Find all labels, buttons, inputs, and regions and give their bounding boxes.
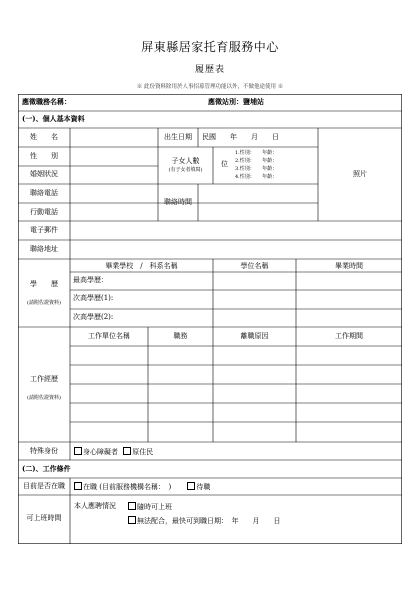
available-time-label: 可上班時間: [26, 514, 62, 522]
status-label: 目前是否在職: [23, 482, 65, 490]
privacy-notice: ※ 此份資料除用於人事招募管理功能以外，不做他途使用 ※: [136, 84, 284, 90]
children-label: 子女人數: [171, 157, 200, 165]
edu-header-school: 畢業學校 / 科系名稱: [105, 262, 178, 270]
edu-row-highest: 最高學歷：: [73, 276, 108, 284]
employed-option-label: 在職 (目前服務機構名稱： ): [83, 483, 172, 491]
aboriginal-checkbox[interactable]: [123, 447, 131, 455]
later-option: [128, 516, 281, 525]
immediate-option-label: 隨時可上班: [137, 503, 172, 511]
education-note: (請附佐證資料): [27, 300, 61, 306]
marital-label: 婚姻狀況: [30, 170, 58, 178]
form-title: 履歷表: [194, 65, 225, 75]
address-label: 聯絡地址: [30, 245, 58, 253]
later-option-label: 無法配合，最快可到職日期： 年 月 日: [137, 517, 281, 525]
experience-note: (請附佐證資料): [27, 395, 61, 401]
exp-header-role: 職務: [173, 332, 188, 340]
status-options: [74, 482, 210, 491]
edu-header-degree: 學位名稱: [240, 262, 269, 270]
children-note: (有子女者填寫): [168, 167, 203, 173]
child-entry-2: 2.性別： 年齡：: [235, 158, 278, 164]
child-entry-4: 4.性別： 年齡：: [235, 174, 278, 180]
situation-label: 本人應聘情況: [74, 502, 116, 510]
station-label: [208, 98, 264, 106]
exp-header-period: 工作期間: [335, 332, 363, 340]
identity-options: [74, 447, 153, 456]
resume-form-table: [18, 94, 402, 544]
disability-checkbox[interactable]: [74, 447, 82, 455]
immediate-option: [128, 502, 172, 511]
mobile-label: 行動電話: [30, 208, 58, 216]
station-label-text: 應徵站別：: [208, 97, 243, 106]
immediate-checkbox[interactable]: [128, 502, 136, 510]
position-label: 應徵職務名稱：: [22, 97, 71, 106]
later-checkbox[interactable]: [128, 516, 136, 524]
station-value: 鹽埔站: [243, 97, 264, 106]
waiting-checkbox[interactable]: [187, 482, 195, 490]
gender-label: 性 別: [30, 152, 58, 160]
edu-header-graduation: 畢業時間: [335, 262, 363, 270]
child-entry-1: 1.性別： 年齡：: [235, 150, 278, 156]
name-label: 姓 名: [30, 133, 58, 141]
disability-option-label: 身心障礙者: [83, 448, 118, 456]
exp-header-employer: 工作單位名稱: [88, 332, 130, 340]
photo-label: 照片: [353, 170, 367, 178]
experience-label: 工作經歷: [30, 375, 58, 383]
child-entry-3: 3.性別： 年齡：: [235, 166, 278, 172]
section2-title: (二)、工作條件: [22, 464, 71, 473]
exp-header-reason: 離職原因: [240, 332, 269, 340]
waiting-option-label: 待職: [196, 483, 211, 491]
employed-checkbox[interactable]: [74, 482, 82, 490]
identity-label: 特殊身份: [30, 447, 58, 455]
birth-value: 民國 年 月 日: [202, 133, 279, 141]
birth-label: 出生日期: [164, 133, 192, 141]
phone-label: 聯絡電話: [30, 189, 58, 197]
education-label: 學 歷: [30, 280, 58, 288]
aboriginal-option-label: 原住民: [132, 448, 154, 456]
children-unit: 位: [221, 160, 228, 168]
edu-row-second-2: 次高學歷(2):: [73, 313, 114, 321]
org-title: 屏東縣居家托育服務中心: [141, 40, 279, 54]
email-label: 電子郵件: [30, 226, 58, 234]
section1-title: (一)、個人基本資料: [22, 114, 85, 123]
edu-row-second-1: 次高學歷(1):: [73, 294, 114, 302]
contact-time-label: 聯絡時間: [164, 198, 192, 206]
